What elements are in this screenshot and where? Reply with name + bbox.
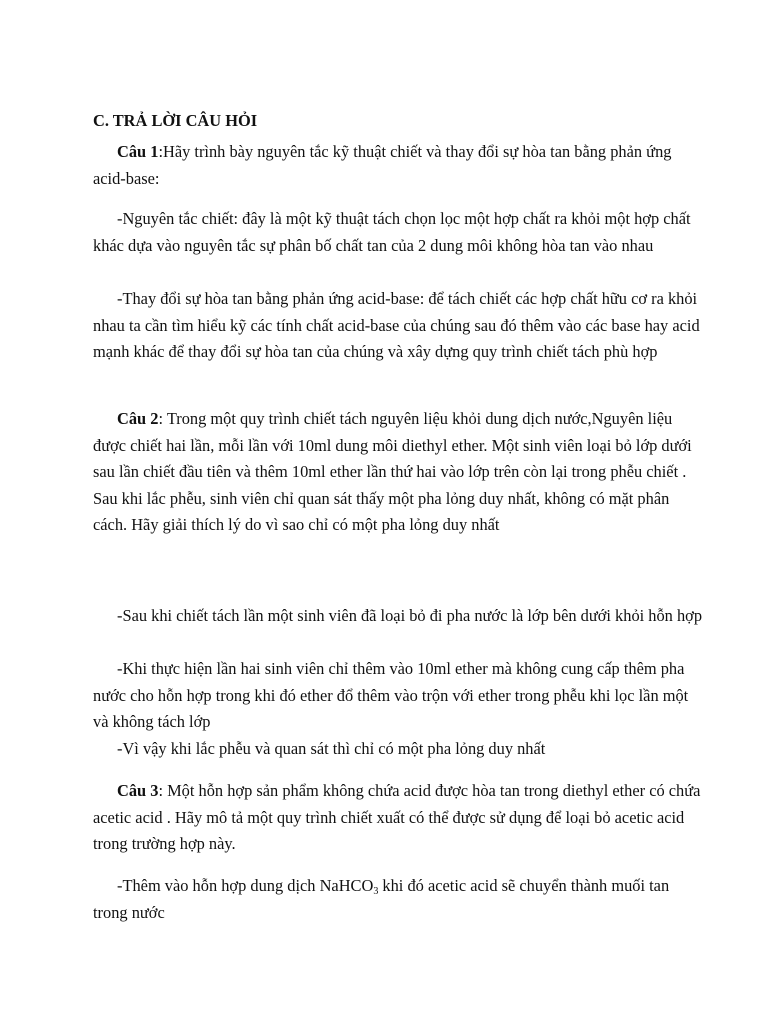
question-3-text: Một hỗn hợp sản phẩm không chứa acid được hòa tan trong diethyl ether có chứa acetic acid . Hãy mô tả một quy trình chiết xuất có thể được sử dụng để loại bỏ acetic acid trong trường hợp này. bbox=[93, 781, 701, 853]
question-3 bbox=[93, 778, 705, 858]
question-1-label: Câu 1 bbox=[117, 142, 159, 161]
answer-1-para-1: -Nguyên tắc chiết: đây là một kỹ thuật tách chọn lọc một hợp chất ra khỏi một hợp chất khác dựa vào nguyên tắc sự phân bố chất tan của 2 dung môi không hòa tan vào nhau bbox=[93, 209, 691, 255]
question-3-label: Câu 3 bbox=[117, 781, 159, 800]
question-3-sep: : bbox=[158, 781, 168, 800]
answer-2-para-3: -Vì vậy khi lắc phễu và quan sát thì chỉ có một pha lỏng duy nhất bbox=[117, 739, 546, 758]
answer-3-text-before: -Thêm vào hỗn hợp dung dịch NaHCO bbox=[117, 876, 374, 895]
answer-2-para-1: -Sau khi chiết tách lần một sinh viên đã loại bỏ đi pha nước là lớp bên dưới khỏi hỗn hợp bbox=[117, 606, 703, 625]
answer-3-subscript: 3 bbox=[373, 886, 379, 897]
answer-2-para-2: -Khi thực hiện lần hai sinh viên chỉ thêm vào 10ml ether mà không cung cấp thêm pha nước cho hỗn hợp trong khi đó ether đổ thêm vào trộn với ether trong phễu khi lọc lần một và không tách lớp bbox=[93, 659, 689, 731]
answer-3-text-after: khi đó acetic acid sẽ chuyển thành muối tan trong nước bbox=[93, 876, 670, 922]
question-1 bbox=[93, 139, 705, 192]
question-2-text: Trong một quy trình chiết tách nguyên liệu khỏi dung dịch nước,Nguyên liệu được chiết hai lần, mỗi lần với 10ml dung môi diethyl ether. Một sinh viên loại bỏ lớp dưới sau lần chiết đầu tiên và thêm 10ml ether lần thứ hai vào lớp trên còn lại trong phễu chiết . Sau khi lắc phễu, sinh viên chỉ quan sát thấy một pha lỏng duy nhất, không có mặt phân cách. Hãy giải thích lý do vì sao chỉ có một pha lỏng duy nhất bbox=[93, 409, 692, 534]
section-heading: C. TRẢ LỜI CÂU HỎI bbox=[93, 111, 258, 130]
question-1-text: Hãy trình bày nguyên tắc kỹ thuật chiết và thay đổi sự hòa tan bằng phản ứng acid-base: bbox=[93, 142, 672, 188]
question-2 bbox=[93, 406, 705, 539]
question-2-sep: : bbox=[158, 409, 167, 428]
answer-3-para-1 bbox=[93, 873, 705, 926]
question-1-sep: : bbox=[158, 142, 164, 161]
answer-1-para-2: -Thay đổi sự hòa tan bằng phản ứng acid-base: để tách chiết các hợp chất hữu cơ ra khỏi nhau ta cần tìm hiểu kỹ các tính chất acid-base của chúng sau đó thêm vào các base hay acid mạnh khác để thay đổi sự hòa tan của chúng và xây dựng quy trình chiết tách phù hợp bbox=[93, 289, 700, 361]
question-2-label: Câu 2 bbox=[117, 409, 159, 428]
